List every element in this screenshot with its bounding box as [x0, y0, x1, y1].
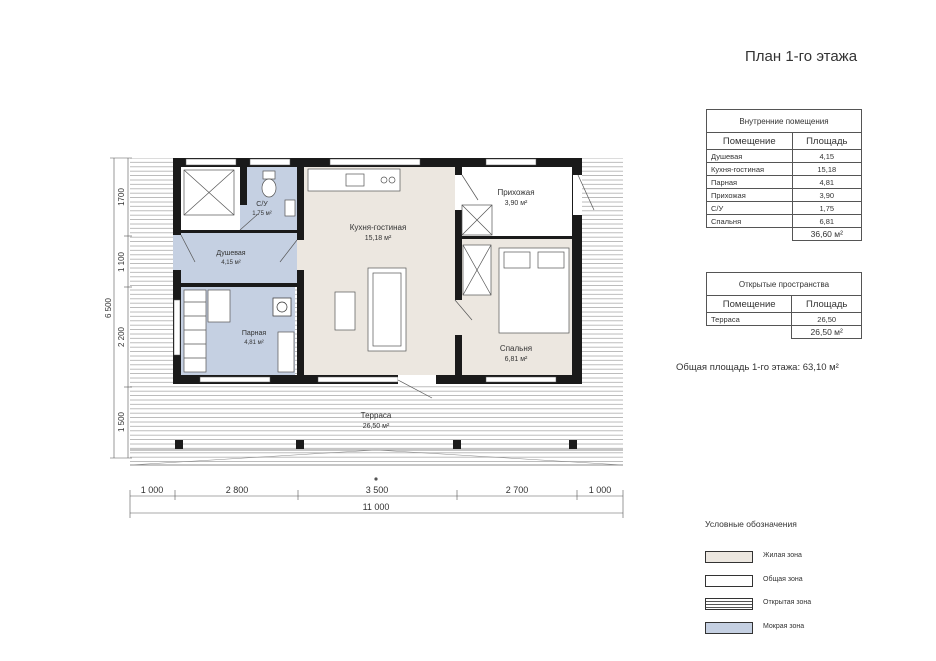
outdoor-col-room: Помещение — [707, 296, 792, 313]
table-row — [707, 176, 862, 189]
table-total-row — [707, 228, 862, 241]
dim-h-3: 3 500 — [365, 485, 389, 495]
legend-label: Мокрая зона — [763, 623, 805, 630]
indoor-table-caption: Внутренние помещения — [707, 110, 862, 133]
outdoor-table-caption: Открытые пространства — [707, 273, 862, 296]
table-total-row — [707, 326, 862, 339]
area-cell: 6,81 — [792, 215, 861, 228]
area-cell: 15,18 — [792, 163, 861, 176]
terrace-post — [175, 440, 183, 449]
wash-basin — [285, 200, 295, 216]
area-cell: 1,75 — [792, 202, 861, 215]
room-cell: Спальня — [707, 215, 793, 228]
legend-label: Общая зона — [763, 576, 803, 583]
shower-fill — [181, 232, 297, 283]
outdoor-col-area: Площадь — [792, 296, 862, 313]
legend-swatch-common — [705, 575, 753, 587]
table-row — [707, 189, 862, 202]
terrace-post — [569, 440, 577, 449]
table-row — [707, 163, 862, 176]
page-title: План 1-го этажа — [745, 48, 858, 65]
dim-h-1: 1 000 — [140, 485, 164, 495]
table-row — [707, 150, 862, 163]
terrace-area: 26,50 м² — [362, 423, 390, 430]
legend-title: Условные обозначения — [705, 519, 797, 529]
room-cell: Душевая — [707, 150, 793, 163]
wc-area: 1,75 м² — [252, 211, 272, 217]
toilet — [263, 171, 275, 179]
coffee-table — [335, 292, 355, 330]
dim-v-3: 2 200 — [117, 326, 126, 348]
sauna-name: Парная — [241, 330, 267, 337]
outdoor-spaces-table — [706, 272, 862, 339]
area-cell: 26,50 — [792, 313, 862, 326]
legend-swatch-wet — [705, 622, 753, 634]
wc-name: С/У — [256, 201, 268, 208]
shower-area: 4,15 м² — [221, 260, 241, 266]
bedroom-area: 6,81 м² — [504, 356, 528, 363]
kitchen-area: 15,18 м² — [364, 235, 392, 242]
terrace-name: Терраса — [360, 411, 392, 420]
table-row — [707, 202, 862, 215]
legend-swatch-living — [705, 551, 753, 563]
dim-v-overall: 6 500 — [104, 297, 113, 319]
area-cell: 4,81 — [792, 176, 861, 189]
shower-name: Душевая — [216, 250, 246, 257]
hall-name: Прихожая — [497, 188, 535, 197]
room-cell: Терраса — [707, 313, 792, 326]
indoor-total: 36,60 м² — [792, 228, 861, 241]
dim-v-4: 1 500 — [117, 411, 126, 433]
legend-label: Жилая зона — [763, 552, 802, 559]
terrace-post — [296, 440, 304, 449]
kitchen-name: Кухня-гостиная — [349, 223, 407, 232]
room-cell: Кухня-гостиная — [707, 163, 793, 176]
room-cell: Парная — [707, 176, 793, 189]
dim-v-1: 1700 — [117, 188, 126, 206]
sauna-stove — [273, 298, 291, 316]
room-cell: С/У — [707, 202, 793, 215]
hall-area: 3,90 м² — [504, 200, 528, 207]
bedroom-name: Спальня — [499, 344, 533, 353]
indoor-col-room: Помещение — [707, 133, 793, 150]
dim-h-2: 2 800 — [225, 485, 249, 495]
indoor-col-area: Площадь — [792, 133, 861, 150]
dim-h-5: 1 000 — [588, 485, 612, 495]
total-floor-area: Общая площадь 1-го этажа: 63,10 м² — [676, 362, 839, 373]
table-row — [707, 313, 862, 326]
dim-v-2: 1 100 — [117, 251, 126, 273]
area-cell: 4,15 — [792, 150, 861, 163]
legend-label: Открытая зона — [763, 599, 812, 606]
legend-swatch-open — [705, 598, 753, 610]
terrace-post — [453, 440, 461, 449]
area-cell: 3,90 — [792, 189, 861, 202]
outdoor-total: 26,50 м² — [792, 326, 862, 339]
indoor-rooms-table — [706, 109, 862, 241]
dim-h-4: 2 700 — [505, 485, 529, 495]
dim-h-overall: 11 000 — [362, 502, 390, 512]
room-cell: Прихожая — [707, 189, 793, 202]
table-row — [707, 215, 862, 228]
sauna-area: 4,81 м² — [244, 340, 264, 346]
